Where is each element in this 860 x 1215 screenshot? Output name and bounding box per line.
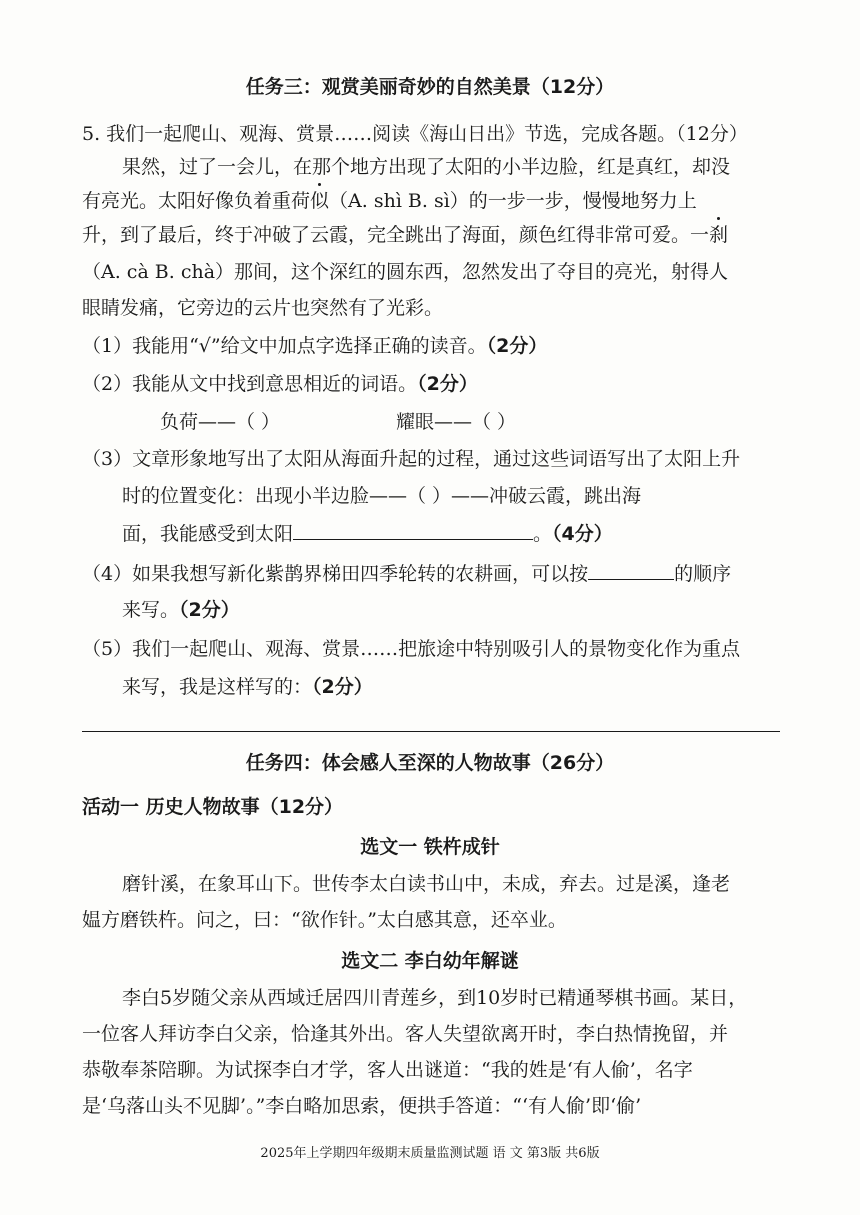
page-footer: 2025年上学期四年级期末质量监测试题 语 文 第3版 共6版 [260,1146,600,1161]
sub-question-3-line-2: 时的位置变化：出现小半边脸——（ ）——冲破云霞，跳出海 [122,485,642,507]
selection-2-line-1: 李白5岁随父亲从西域迁居四川青莲乡，到10岁时已精通琴棋书画。某日， [122,987,748,1009]
sub-question-5-text: 来写，我是这样写的： [122,676,313,698]
answer-underline[interactable] [293,521,533,540]
sub-question-5-line-1: （5）我们一起爬山、观海、赏景……把旅途中特别吸引人的景物变化作为重点 [82,638,741,660]
answer-blank-fuhe[interactable]: 负荷——（ ） [160,411,281,433]
selection-2-line-3: 恭敬奉茶陪聊。为试探李白才学，客人出谜道：“我的姓是‘有人偷’，名字 [82,1059,693,1081]
task4-title: 任务四：体会感人至深的人物故事（26分） [245,752,615,774]
passage-line-4: （A. cà B. chà）那间，这个深红的圆东西，忽然发出了夺目的亮光，射得人 [82,261,729,283]
sub-question-1 [82,334,547,358]
sub-question-3-text: 面，我能感受到太阳 [122,523,294,545]
sub-question-4-text: 来写。 [122,599,180,621]
task3-title: 任务三：观赏美丽奇妙的自然美景（12分） [245,76,615,98]
sub-question-1-text: （1）我能用“√”给文中加点字选择正确的读音。 [82,335,487,357]
dotted-char-si: 似 [310,190,330,212]
sub-question-4-line-2 [122,598,240,622]
sub-question-3-line-1: （3）文章形象地写出了太阳从海面升起的过程，通过这些词语写出了太阳上升 [82,448,741,470]
answer-underline[interactable] [588,561,674,580]
dotted-char-cha: 刹 [709,224,729,246]
selection-1-title: 选文一 铁杵成针 [360,836,500,858]
selection-1-line-2: 媪方磨铁杵。问之，曰：“欲作针。”太白感其意，还卒业。 [82,909,567,931]
selection-1-line-1: 磨针溪，在象耳山下。世传李太白读书山中，未成，弃去。过是溪，逢老 [122,873,731,895]
score-label: （2分） [417,373,478,395]
sub-question-2-text: （2）我能从文中找到意思相近的词语。 [82,373,418,395]
section-divider [82,731,780,732]
sub-question-2 [82,372,478,396]
score-label: （2分） [312,676,373,698]
selection-2-title: 选文二 李白幼年解谜 [341,950,519,972]
period: 。 [533,523,553,545]
sub-question-5-line-2 [122,675,373,699]
passage-line-1: 果然，过了一会儿，在那个地方出现了太阳的小半边脸，红是真红，却没 [122,156,731,178]
passage-line-5: 眼睛发痛，它旁边的云片也突然有了光彩。 [82,297,444,319]
sub-question-4-text: （4）如果我想写新化紫鹊界梯田四季轮转的农耕画，可以按 [82,563,589,585]
passage-line-3 [82,223,728,247]
score-label: （4分） [552,523,613,545]
selection-2-line-4: 是‘乌落山头不见脚’。”李白略加思索，便拱手答道：“‘有人偷’即‘偷’ [82,1095,642,1117]
activity-1-title: 活动一 历史人物故事（12分） [82,796,344,818]
selection-2-line-2: 一位客人拜访李白父亲，恰逢其外出。客人失望欲离开时，李白热情挽留，并 [82,1023,729,1045]
sub-question-4-text-end: 的顺序 [674,563,732,585]
passage-text: 升，到了最后，终于冲破了云霞，完全跳出了海面，颜色红得非常可爱。一 [82,224,710,246]
passage-text: 有亮光。太阳好像负着重荷 [82,190,311,212]
answer-blank-yaoyan[interactable]: 耀眼——（ ） [396,411,517,433]
question-5-heading [82,122,748,146]
pinyin-options-1: （A. shì B. sì）的一步一步，慢慢地努力上 [329,190,697,212]
passage-line-2 [82,189,697,213]
sub-question-4-line-1 [82,561,731,586]
score-label: （2分） [486,335,548,357]
score-label: （2分） [179,599,240,621]
question-5-text: 5. 我们一起爬山、观海、赏景……阅读《海山日出》节选，完成各题。（12分） [82,123,748,145]
sub-question-3-line-3 [122,521,613,546]
